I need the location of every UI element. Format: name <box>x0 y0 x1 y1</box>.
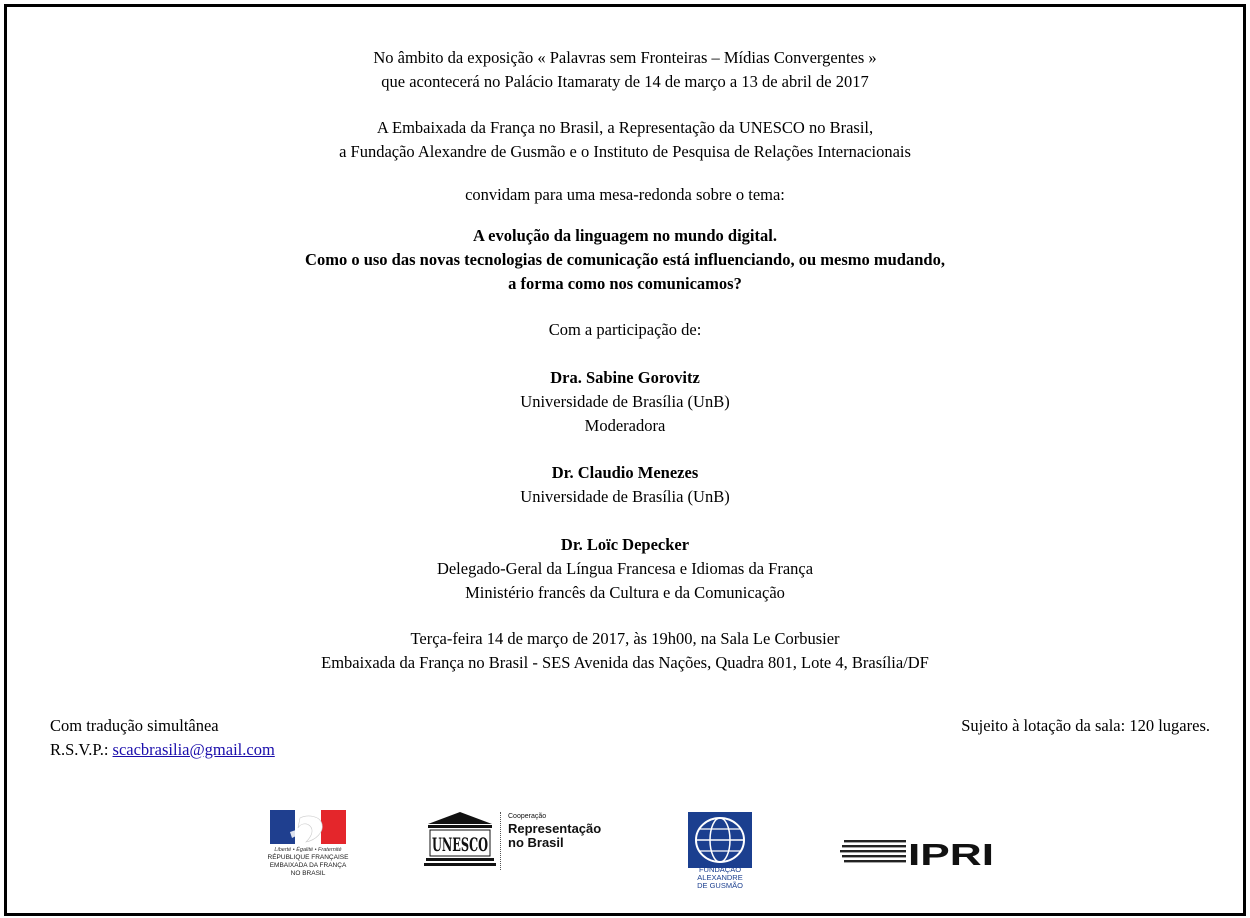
event-when: Terça-feira 14 de março de 2017, às 19h00, na Sala Le Corbusier <box>410 629 840 648</box>
rsvp-label: R.S.V.P.: <box>50 740 113 759</box>
theme-line-3: a forma como nos comunicamos? <box>508 274 742 293</box>
funag-caption <box>680 866 760 890</box>
participant-affiliation: Universidade de Brasília (UnB) <box>520 392 730 411</box>
ipri-logo <box>840 834 1000 870</box>
rf-motto: Liberté • Égalité • Fraternité <box>274 847 342 853</box>
unesco-caption <box>508 812 601 850</box>
theme-line-2: Como o uso das novas tecnologias de comunicação está influenciando, ou mesmo mudando, <box>305 250 945 269</box>
participant-1 <box>0 366 1250 438</box>
capacity-note: Sujeito à lotação da sala: 120 lugares. <box>961 716 1210 735</box>
unesco-wordmark: UNESCO <box>432 834 488 856</box>
participant-2 <box>0 461 1250 509</box>
unesco-line-1: Representação <box>508 821 602 836</box>
intro-line-1: No âmbito da exposição « Palavras sem Fronteiras – Mídias Convergentes » <box>373 48 877 67</box>
footer-left <box>50 714 275 762</box>
unesco-cooperation: Cooperação <box>508 813 547 820</box>
participant-title: Delegado-Geral da Língua Francesa e Idiomas da França <box>436 559 814 578</box>
hosts-line-1: A Embaixada da França no Brasil, a Representação da UNESCO no Brasil, <box>376 118 874 137</box>
hosts-line-2: a Fundação Alexandre de Gusmão e o Instituto de Pesquisa de Relações Internacionais <box>339 142 911 161</box>
rsvp-line <box>50 738 275 762</box>
theme-block <box>0 224 1250 296</box>
participant-name: Dr. Claudio Menezes <box>551 463 699 482</box>
funag-line-2: ALEXANDRE <box>697 873 743 882</box>
rf-name-2: EMBAIXADA DA FRANÇA <box>269 862 347 869</box>
intro-line-2: que acontecerá no Palácio Itamaraty de 14 de março a 13 de abril de 2017 <box>381 72 869 91</box>
participant-name: Dr. Loïc Depecker <box>560 535 690 554</box>
unesco-divider <box>500 812 501 870</box>
participant-affiliation: Universidade de Brasília (UnB) <box>520 487 730 506</box>
funag-globe-logo <box>688 812 752 868</box>
marianne-logo <box>270 810 346 844</box>
event-where: Embaixada da França no Brasil - SES Avenida das Nações, Quadra 801, Lote 4, Brasília/DF <box>321 653 929 672</box>
rf-caption <box>250 846 366 878</box>
translation-note: Com tradução simultânea <box>50 716 219 735</box>
invite-block <box>0 183 1250 207</box>
hosts-block <box>0 116 1250 164</box>
participation-label: Com a participação de: <box>548 320 702 339</box>
rsvp-email-link[interactable]: scacbrasilia@gmail.com <box>112 740 275 759</box>
intro-block <box>0 46 1250 94</box>
participation-block <box>0 318 1250 342</box>
participant-name: Dra. Sabine Gorovitz <box>550 368 700 387</box>
rf-name-1: RÉPUBLIQUE FRANÇAISE <box>267 854 349 861</box>
invite-line: convidam para uma mesa-redonda sobre o tema: <box>465 185 785 204</box>
ipri-wordmark: IPRI <box>908 837 994 870</box>
participant-ministry: Ministério francês da Cultura e da Comunicação <box>465 583 785 602</box>
funag-line-1: FUNDAÇÃO <box>698 865 742 874</box>
participant-3 <box>0 533 1250 605</box>
event-block <box>0 627 1250 675</box>
rf-name-3: NO BRASIL <box>290 870 326 877</box>
unesco-temple-logo <box>420 810 500 870</box>
theme-line-1: A evolução da linguagem no mundo digital. <box>473 226 777 245</box>
participant-role: Moderadora <box>584 416 666 435</box>
funag-line-3: DE GUSMÃO <box>697 881 743 890</box>
unesco-line-2: no Brasil <box>508 835 564 850</box>
